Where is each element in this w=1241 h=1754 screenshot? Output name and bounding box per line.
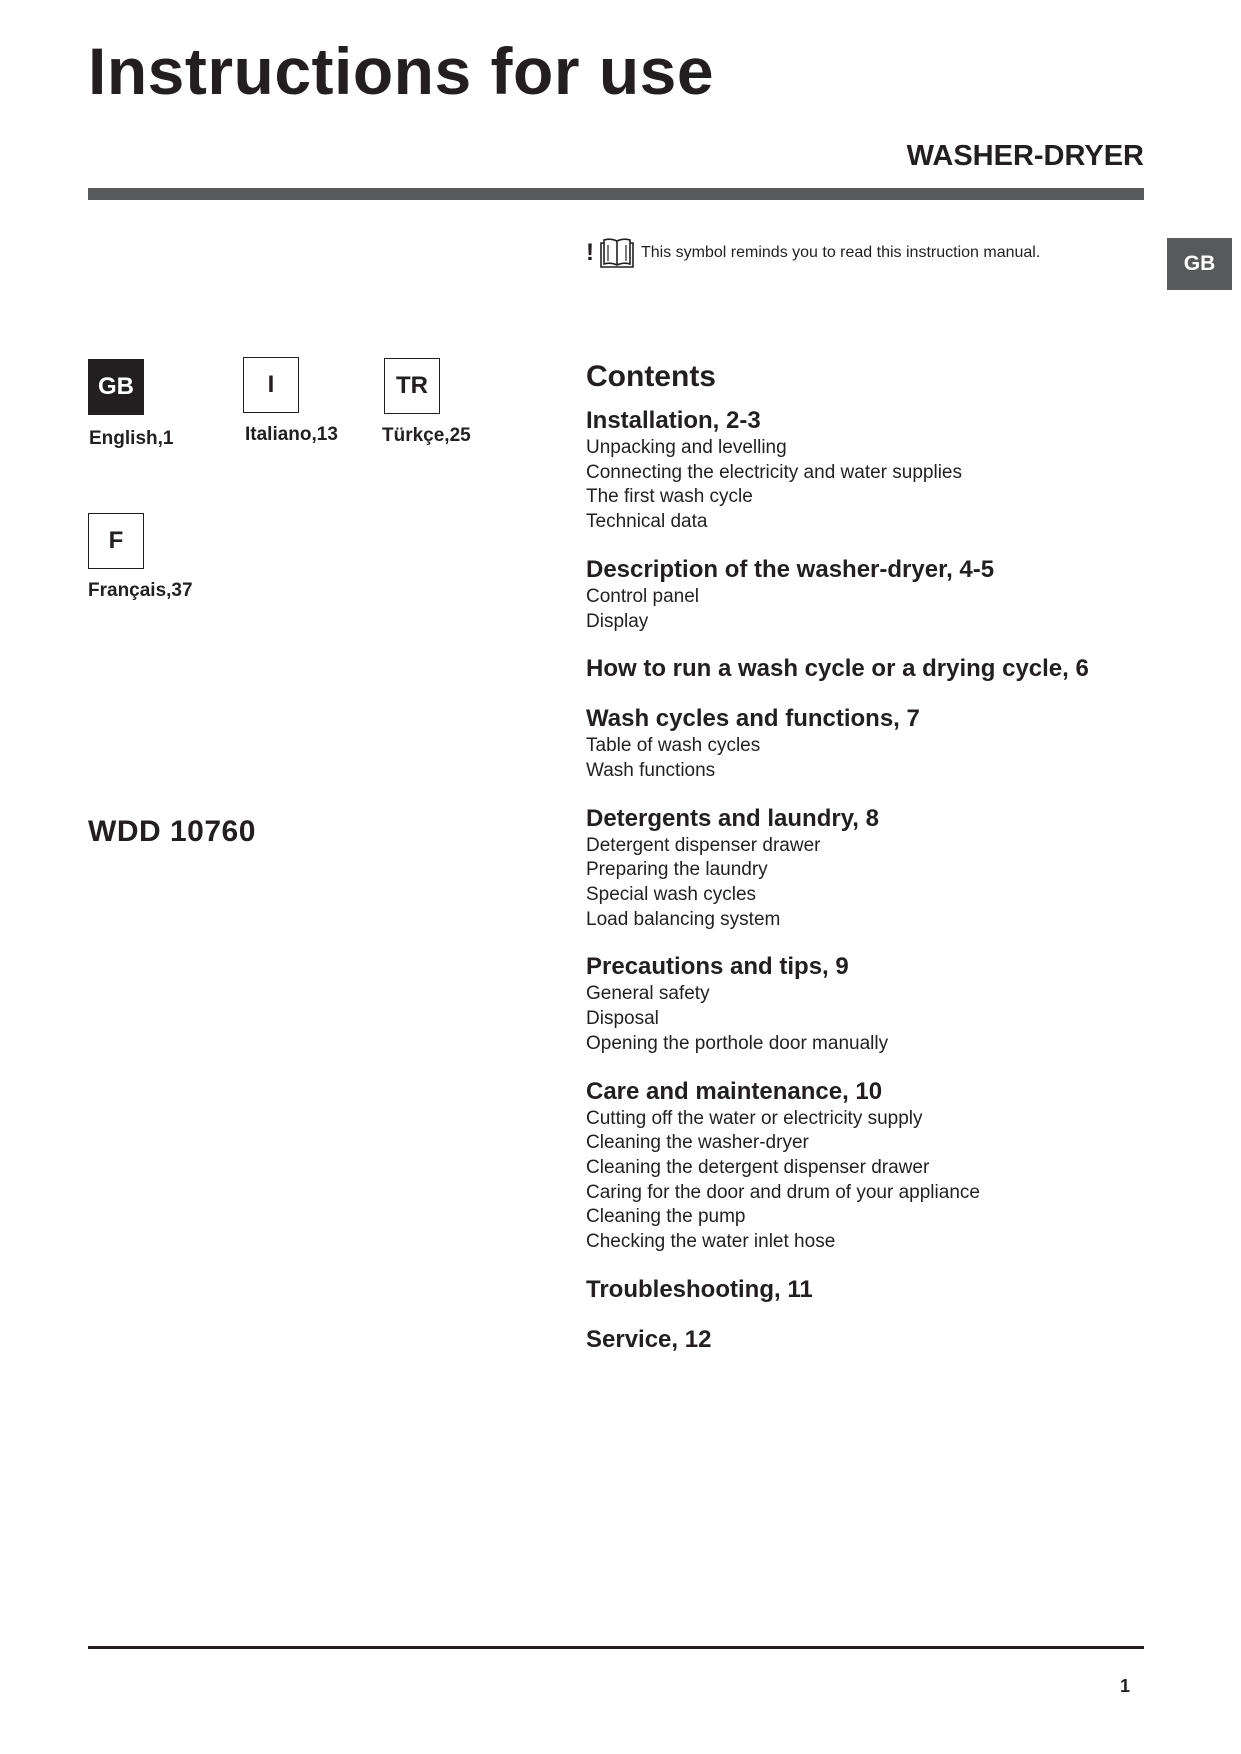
toc-item[interactable]: Technical data <box>586 511 708 533</box>
toc-item[interactable]: Opening the porthole door manually <box>586 1032 889 1054</box>
toc-section-title[interactable]: How to run a wash cycle or a drying cycle, 6 <box>586 655 1089 683</box>
table-of-contents <box>586 358 1146 1375</box>
toc-item[interactable]: The first wash cycle <box>586 486 753 508</box>
toc-item[interactable]: Control panel <box>586 585 700 607</box>
toc-section-installation <box>586 406 1146 535</box>
contents-heading: Contents <box>586 360 716 393</box>
toc-section-how-to-run <box>586 654 1146 684</box>
toc-item[interactable]: Cleaning the pump <box>586 1206 746 1228</box>
toc-section-wash-cycles <box>586 704 1146 783</box>
toc-section-precautions <box>586 952 1146 1056</box>
toc-section-description <box>586 555 1146 634</box>
toc-section-title[interactable]: Care and maintenance, 10 <box>586 1077 883 1105</box>
page-number: 1 <box>1119 1676 1130 1696</box>
toc-item[interactable]: Checking the water inlet hose <box>586 1231 836 1253</box>
toc-item[interactable]: Wash functions <box>586 759 716 781</box>
language-label[interactable]: English,1 <box>89 428 174 449</box>
language-label[interactable]: Italiano,13 <box>245 424 338 445</box>
toc-section-title[interactable]: Detergents and laundry, 8 <box>586 804 879 832</box>
language-side-tab: GB <box>1167 238 1232 290</box>
toc-item[interactable]: Preparing the laundry <box>586 859 768 881</box>
toc-section-detergents <box>586 804 1146 933</box>
toc-item[interactable]: Cutting off the water or electricity supply <box>586 1107 923 1129</box>
read-manual-text: This symbol reminds you to read this instruction manual. <box>641 244 1041 261</box>
language-code-box[interactable]: F <box>88 513 144 569</box>
toc-section-care <box>586 1077 1146 1255</box>
language-code-box[interactable]: I <box>243 357 299 413</box>
footer-divider <box>88 1646 1144 1649</box>
document-title: Instructions for use <box>88 34 715 108</box>
toc-item[interactable]: Load balancing system <box>586 908 781 930</box>
toc-item[interactable]: Cleaning the washer-dryer <box>586 1132 809 1154</box>
language-label[interactable]: Türkçe,25 <box>382 425 471 446</box>
product-type: WASHER-DRYER <box>906 140 1144 172</box>
toc-item[interactable]: Detergent dispenser drawer <box>586 834 821 856</box>
toc-section-service <box>586 1325 1146 1355</box>
toc-section-title[interactable]: Description of the washer-dryer, 4-5 <box>586 555 995 583</box>
model-number: WDD 10760 <box>88 815 256 848</box>
warning-mark: ! <box>586 239 594 266</box>
toc-section-title[interactable]: Installation, 2-3 <box>586 407 761 434</box>
toc-section-title[interactable]: Troubleshooting, 11 <box>586 1275 813 1303</box>
read-manual-note <box>586 236 1040 270</box>
toc-item[interactable]: Display <box>586 610 649 632</box>
toc-item[interactable]: Disposal <box>586 1008 659 1030</box>
toc-section-title[interactable]: Service, 12 <box>586 1325 712 1353</box>
toc-item[interactable]: Special wash cycles <box>586 884 757 906</box>
toc-item[interactable]: Cleaning the detergent dispenser drawer <box>586 1156 930 1178</box>
toc-section-troubleshooting <box>586 1275 1146 1305</box>
toc-item[interactable]: General safety <box>586 983 710 1005</box>
toc-item[interactable]: Table of wash cycles <box>586 735 761 757</box>
language-code-box[interactable]: GB <box>88 359 144 415</box>
toc-section-title[interactable]: Precautions and tips, 9 <box>586 953 849 981</box>
language-code-box[interactable]: TR <box>384 358 440 414</box>
language-label[interactable]: Français,37 <box>88 580 193 601</box>
toc-section-title[interactable]: Wash cycles and functions, 7 <box>586 705 920 733</box>
book-icon <box>598 237 636 269</box>
toc-item[interactable]: Caring for the door and drum of your appliance <box>586 1181 980 1203</box>
header-divider <box>88 188 1144 200</box>
toc-item[interactable]: Unpacking and levelling <box>586 437 787 458</box>
toc-item[interactable]: Connecting the electricity and water supplies <box>586 461 962 483</box>
